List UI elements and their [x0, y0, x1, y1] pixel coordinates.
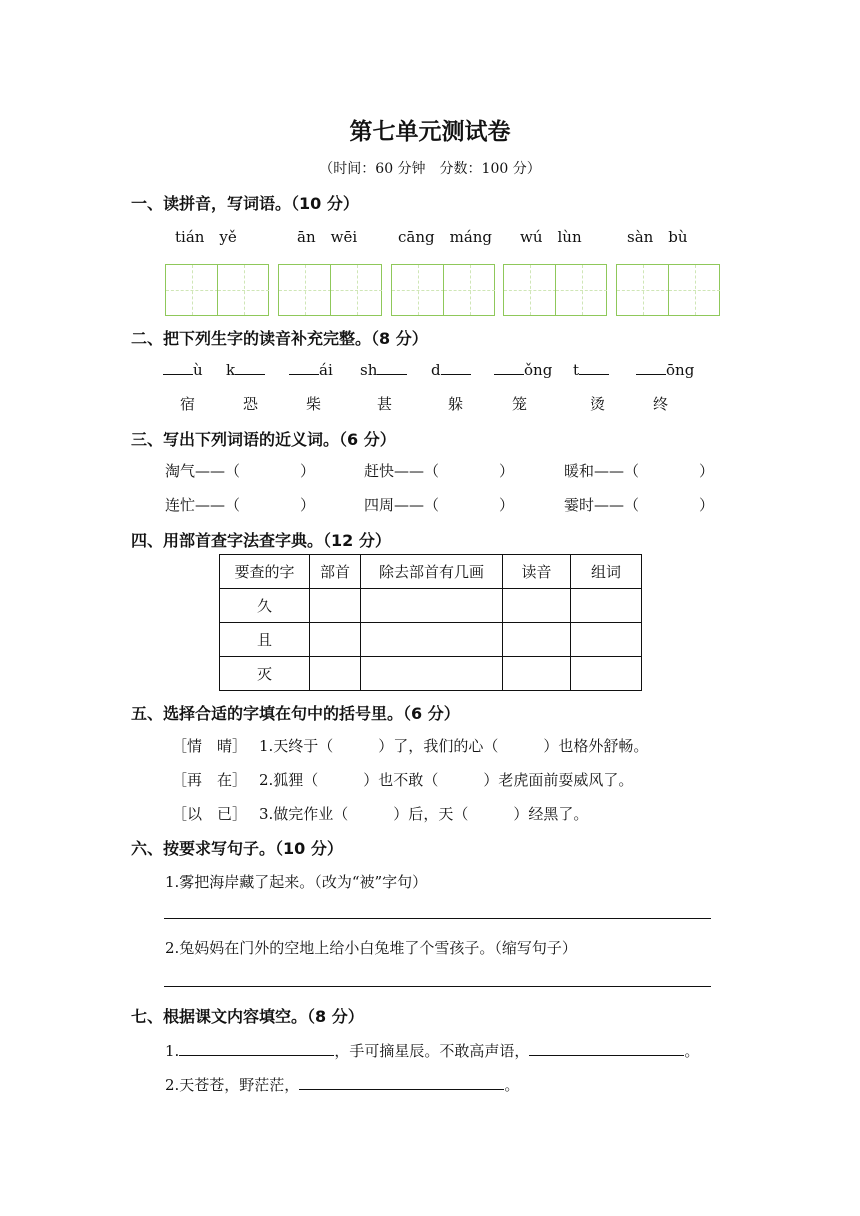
pinyin-fill-4[interactable]: sh — [360, 360, 407, 379]
table-cell[interactable] — [310, 657, 361, 691]
choice-options-3: ［以 已］ — [172, 805, 248, 823]
table-char: 灭 — [220, 657, 310, 691]
pinyin-3: cāng máng — [398, 228, 493, 246]
table-cell[interactable] — [310, 589, 361, 623]
table-cell[interactable] — [503, 589, 571, 623]
section-6-heading: 六、按要求写句子。（10 分） — [131, 839, 343, 858]
char-1: 宿 — [180, 395, 196, 413]
header-words: 组词 — [571, 555, 642, 589]
synonym-3[interactable]: 暖和——（ ） — [564, 462, 715, 480]
pinyin-fill-3[interactable]: ái — [289, 360, 333, 379]
section-1-heading: 一、读拼音，写词语。（10 分） — [131, 194, 359, 213]
table-cell[interactable] — [571, 657, 642, 691]
table-cell[interactable] — [503, 623, 571, 657]
char-5: 躲 — [448, 395, 464, 413]
table-cell[interactable] — [503, 657, 571, 691]
choice-options-2: ［再 在］ — [172, 771, 248, 789]
tianzige-box-1[interactable] — [165, 264, 269, 316]
pinyin-fill-6[interactable]: ǒng — [494, 360, 552, 379]
pinyin-5: sàn bù — [627, 228, 688, 246]
pinyin-2: ān wēi — [297, 228, 358, 246]
header-char: 要查的字 — [220, 555, 310, 589]
sentence-task-2: 2.兔妈妈在门外的空地上给小白兔堆了个雪孩子。（缩写句子） — [165, 939, 577, 957]
answer-line-1[interactable] — [164, 918, 711, 919]
table-char: 久 — [220, 589, 310, 623]
pinyin-fill-2[interactable]: k — [226, 360, 265, 379]
table-char: 且 — [220, 623, 310, 657]
section-4-heading: 四、用部首查字法查字典。（12 分） — [131, 531, 391, 550]
synonym-1[interactable]: 淘气——（ ） — [165, 462, 316, 480]
synonym-4[interactable]: 连忙——（ ） — [165, 496, 316, 514]
table-cell[interactable] — [571, 623, 642, 657]
tianzige-box-3[interactable] — [391, 264, 495, 316]
synonym-2[interactable]: 赶快——（ ） — [364, 462, 515, 480]
char-4: 甚 — [377, 395, 393, 413]
page-title: 第七单元测试卷 — [349, 119, 511, 145]
pinyin-fill-5[interactable]: d — [431, 360, 471, 379]
header-strokes: 除去部首有几画 — [361, 555, 503, 589]
char-6: 笼 — [512, 395, 528, 413]
char-7: 烫 — [590, 395, 606, 413]
pinyin-4: wú lùn — [520, 228, 582, 246]
table-cell[interactable] — [571, 589, 642, 623]
choice-sentence-3[interactable]: 3.做完作业（ ）后，天（ ）经黑了。 — [259, 805, 589, 823]
table-cell[interactable] — [310, 623, 361, 657]
pinyin-fill-7[interactable]: t — [573, 360, 609, 379]
table-row — [220, 657, 642, 691]
tianzige-box-2[interactable] — [278, 264, 382, 316]
pinyin-1: tián yě — [175, 228, 237, 246]
section-2-heading: 二、把下列生字的读音补充完整。（8 分） — [131, 329, 428, 348]
tianzige-box-5[interactable] — [616, 264, 720, 316]
table-cell[interactable] — [361, 623, 503, 657]
char-2: 恐 — [243, 395, 259, 413]
header-pronunciation: 读音 — [503, 555, 571, 589]
pinyin-fill-1[interactable]: ù — [163, 360, 203, 379]
page-subtitle: （时间：60 分钟 分数：100 分） — [319, 161, 541, 177]
synonym-5[interactable]: 四周——（ ） — [364, 496, 515, 514]
poem-line-2[interactable]: 2.天苍苍，野茫茫， 。 — [165, 1076, 520, 1094]
poem-line-1[interactable]: 1. ，手可摘星辰。不敢高声语， 。 — [165, 1042, 700, 1060]
choice-options-1: ［情 晴］ — [172, 737, 248, 755]
table-cell[interactable] — [361, 657, 503, 691]
char-3: 柴 — [306, 395, 322, 413]
section-5-heading: 五、选择合适的字填在句中的括号里。（6 分） — [131, 704, 460, 723]
section-7-heading: 七、根据课文内容填空。（8 分） — [131, 1007, 364, 1026]
table-row — [220, 623, 642, 657]
pinyin-fill-8[interactable]: ōng — [636, 360, 694, 379]
choice-sentence-1[interactable]: 1.天终于（ ）了，我们的心（ ）也格外舒畅。 — [259, 737, 649, 755]
table-row — [220, 589, 642, 623]
char-8: 终 — [653, 395, 669, 413]
tianzige-box-4[interactable] — [503, 264, 607, 316]
sentence-task-1: 1.雾把海岸藏了起来。（改为“被”字句） — [165, 873, 428, 891]
table-cell[interactable] — [361, 589, 503, 623]
table-header-row — [220, 555, 642, 589]
dictionary-table — [219, 554, 642, 691]
synonym-6[interactable]: 霎时——（ ） — [564, 496, 715, 514]
section-3-heading: 三、写出下列词语的近义词。（6 分） — [131, 430, 396, 449]
header-radical: 部首 — [310, 555, 361, 589]
answer-line-2[interactable] — [164, 986, 711, 987]
choice-sentence-2[interactable]: 2.狐狸（ ）也不敢（ ）老虎面前耍威风了。 — [259, 771, 634, 789]
